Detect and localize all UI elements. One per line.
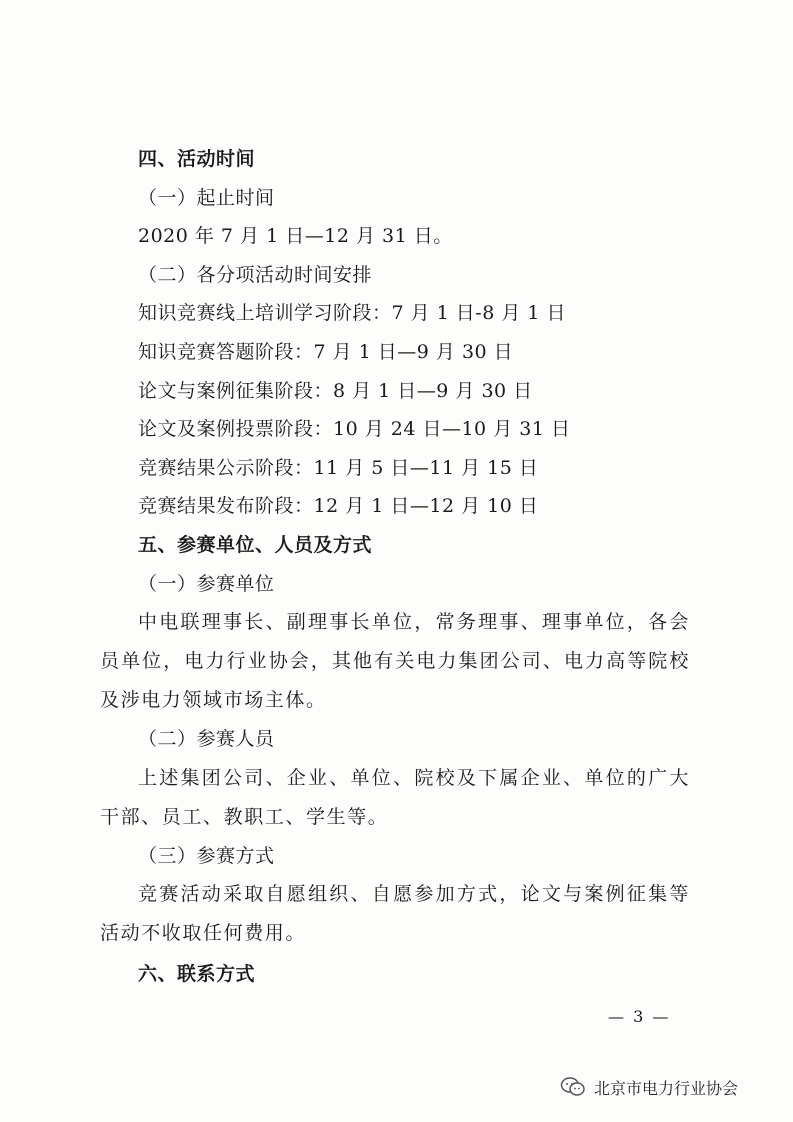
subheading-participants: （二）参赛人员 (138, 728, 275, 751)
subheading-start-end-time: （一）起止时间 (138, 186, 275, 209)
schedule-item: 知识竞赛答题阶段：7 月 1 日—9 月 30 日 (138, 340, 514, 363)
schedule-item: 知识竞赛线上培训学习阶段：7 月 1 日-8 月 1 日 (138, 302, 567, 325)
section-heading-contact: 六、联系方式 (138, 963, 256, 986)
section-heading-participants: 五、参赛单位、人员及方式 (138, 533, 373, 556)
participation-method-paragraph: 竞赛活动采取自愿组织、自愿参加方式，论文与案例征集等活动不收取任何费用。 (100, 883, 690, 945)
schedule-item: 竞赛结果公示阶段：11 月 5 日—11 月 15 日 (138, 456, 539, 479)
participants-paragraph: 上述集团公司、企业、单位、院校及下属企业、单位的广大干部、员工、教职工、学生等。 (100, 766, 690, 828)
schedule-item: 论文及案例投票阶段：10 月 24 日—10 月 31 日 (138, 418, 571, 441)
wechat-account-name: 北京市电力行业协会 (594, 1078, 739, 1098)
page-number: — 3 — (608, 1007, 671, 1026)
wechat-watermark (560, 1074, 738, 1100)
participating-units-paragraph: 中电联理事长、副理事长单位，常务理事、理事单位，各会员单位，电力行业协会，其他有关电力集团公司、电力高等院校及涉电力领域市场主体。 (100, 611, 690, 712)
section-heading-activity-time: 四、活动时间 (138, 148, 256, 170)
document-body (100, 140, 690, 994)
schedule-item: 竞赛结果发布阶段：12 月 1 日—12 月 10 日 (138, 495, 539, 518)
date-range-text: 2020 年 7 月 1 日—12 月 31 日。 (138, 225, 453, 248)
subheading-schedule: （二）各分项活动时间安排 (138, 263, 373, 286)
subheading-participation-method: （三）参赛方式 (138, 844, 275, 867)
wechat-icon (560, 1076, 586, 1098)
subheading-participating-units: （一）参赛单位 (138, 572, 275, 595)
schedule-item: 论文与案例征集阶段：8 月 1 日—9 月 30 日 (138, 379, 533, 402)
